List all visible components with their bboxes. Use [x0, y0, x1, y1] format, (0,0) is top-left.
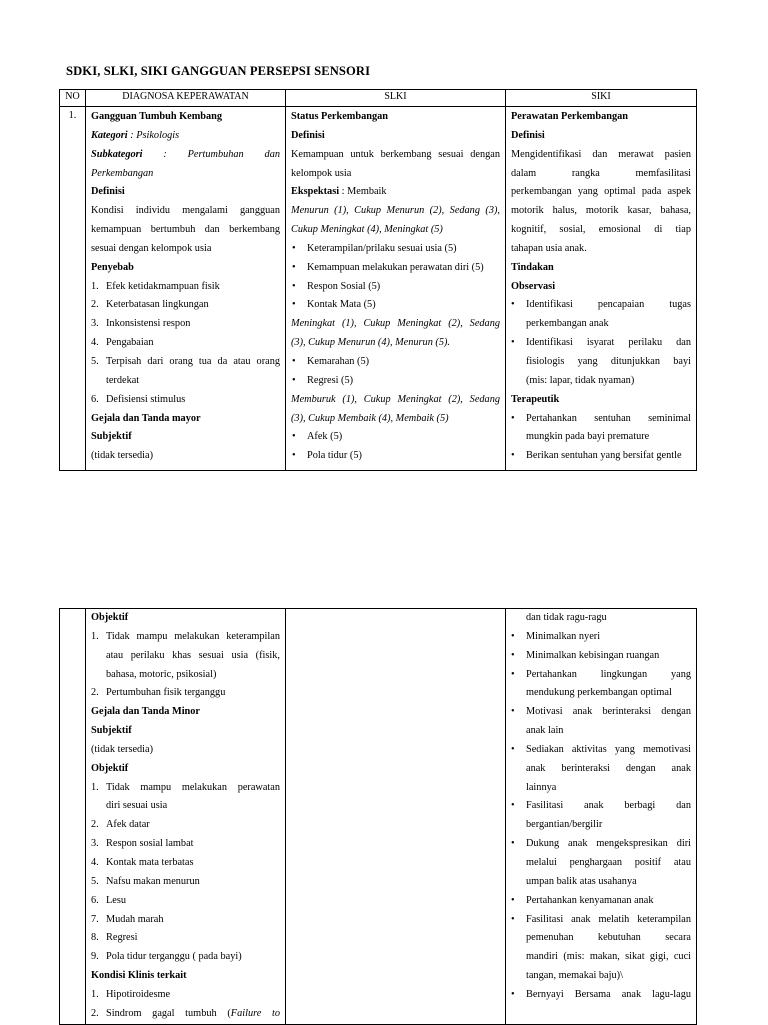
objective-heading: Objektif [91, 612, 129, 623]
list-item: 1. Tidak mampu melakukan keterampilan [91, 630, 280, 642]
bullet-icon: • [511, 800, 515, 812]
list-item: • Minimalkan kebisingan ruangan [511, 647, 691, 666]
bullet-icon: • [292, 450, 296, 462]
bullet-icon: • [292, 299, 296, 311]
bullet-icon: • [511, 894, 515, 906]
document-title: SDKI, SLKI, SIKI GANGGUAN PERSEPSI SENSORI [66, 64, 371, 78]
list-item: 3. Respon sosial lambat [91, 838, 194, 850]
siki-cell [506, 107, 697, 471]
intervention-name: Perawatan Perkembangan [511, 111, 628, 122]
list-item: 9. Pola tidur terganggu ( pada bayi) [91, 951, 242, 963]
definition-text: dalam rangka memfasilitasi [511, 167, 691, 179]
definition-text: Kondisi individu mengalami gangguan [91, 205, 280, 217]
list-item: • Keterampilan/prilaku sesuai usia (5) [291, 240, 500, 259]
list-item-cont: terdekat [106, 374, 140, 386]
list-item-cont: (mis: lapar, tidak nyaman) [526, 374, 635, 386]
minor-signs-heading: Gejala dan Tanda Minor [91, 706, 201, 718]
subcategory-line-cont: Perkembangan [91, 167, 154, 179]
diagnosa-cell [86, 107, 286, 471]
definition-text: Kemampuan untuk berkembang sesuai dengan [291, 148, 500, 160]
row-number-cell [60, 609, 86, 1025]
list-item-cont: tangan, memakai baju)\ [526, 970, 623, 982]
expectation-line: Ekspektasi : Membaik [291, 186, 387, 198]
definition-heading: Definisi [91, 186, 125, 198]
bullet-icon: • [511, 668, 515, 680]
subjective-heading: Subjektif [91, 725, 132, 737]
list-item-cont: anak lain [526, 725, 564, 737]
list-item: 5. Nafsu makan menurun [91, 875, 200, 887]
bullet-icon: • [511, 913, 515, 925]
list-item-cont: melalui penghargaan positif atau [526, 856, 691, 868]
header-diagnosa: DIAGNOSA KEPERAWATAN [86, 90, 286, 107]
bullet-icon: • [292, 261, 296, 273]
table-header-row [60, 90, 697, 107]
definition-text: kognitif, sosial, emosional di tiap [511, 224, 691, 236]
list-item: 4. Kontak mata terbatas [91, 856, 194, 868]
list-item: 6. Lesu [91, 894, 127, 906]
list-item: • Motivasi anak berinteraksi dengan [511, 703, 691, 722]
list-item: • Identifikasi isyarat perilaku dan [511, 334, 691, 353]
row-number-cell [60, 107, 86, 471]
siki-cell [506, 609, 697, 1025]
list-item-cont: mendukung perkembangan optimal [526, 687, 672, 699]
bullet-icon: • [511, 412, 515, 424]
list-item: 8. Regresi [91, 932, 138, 944]
list-item-cont: anak berinteraksi dengan anak [526, 762, 691, 774]
list-item-cont: umpan balik atas usahanya [526, 875, 637, 887]
list-item: 2. Sindrom gagal tumbuh (Failure to [91, 1007, 280, 1019]
scale-line: Meningkat (1), Cukup Meningkat (2), Sedang [291, 318, 500, 330]
bullet-icon: • [292, 242, 296, 254]
definition-text: motorik halus, motorik kasar, bahasa, [511, 205, 691, 217]
list-item: 1. Efek ketidakmampuan fisik [91, 280, 220, 292]
list-item: 2. Keterbatasan lingkungan [91, 299, 209, 311]
list-item: 2. Pertumbuhan fisik terganggu [91, 687, 226, 699]
definition-heading: Definisi [291, 129, 325, 141]
list-item: • Kemarahan (5) [291, 353, 500, 372]
list-item-cont: fisiologis yang ditunjukkan bayi [526, 355, 691, 367]
outcome-name: Status Perkembangan [291, 111, 388, 122]
cause-heading: Penyebab [91, 261, 134, 273]
header-siki: SIKI [506, 90, 697, 107]
subjective-heading: Subjektif [91, 431, 132, 443]
list-item: • Respon Sosial (5) [291, 278, 500, 297]
bullet-icon: • [292, 374, 296, 386]
list-item-cont: lainnya [526, 781, 557, 793]
list-item: 7. Mudah marah [91, 913, 164, 925]
bullet-icon: • [511, 630, 515, 642]
list-item: • Sediakan aktivitas yang memotivasi [511, 741, 691, 760]
bullet-icon: • [511, 838, 515, 850]
scale-line: (3), Cukup Membaik (4), Membaik (5) [291, 412, 449, 424]
definition-text: tahapan usia anak. [511, 242, 587, 254]
observation-heading: Observasi [511, 280, 556, 292]
therapeutic-heading: Terapeutik [511, 393, 560, 405]
major-signs-heading: Gejala dan Tanda mayor [91, 412, 201, 424]
table-row [60, 107, 697, 471]
list-item: • Minimalkan nyeri [511, 628, 691, 647]
definition-text: kelompok usia [291, 167, 352, 179]
list-item: 2. Afek datar [91, 819, 150, 831]
bullet-icon: • [292, 280, 296, 292]
bullet-icon: • [511, 450, 515, 462]
list-item: 4. Pengabaian [91, 337, 154, 349]
list-item: • Pertahankan lingkungan yang [511, 666, 691, 685]
list-item-cont: dan tidak ragu-ragu [526, 612, 607, 623]
row-number: 1. [68, 110, 77, 121]
diagnosa-cell [86, 609, 286, 1025]
subcategory-line: Subkategori : Pertumbuhan dan [91, 148, 280, 160]
list-item: 5. Terpisah dari orang tua da atau orang [91, 355, 280, 367]
list-item: • Pertahankan sentuhan seminimal [511, 410, 691, 429]
definition-text: kemampuan bertumbuh dan berkembang [91, 224, 280, 236]
bullet-icon: • [511, 706, 515, 718]
list-item: • Identifikasi pencapaian tugas [511, 296, 691, 315]
list-item: • Kemampuan melakukan perawatan diri (5) [291, 259, 500, 278]
list-item: • Bernyayi Bersama anak lagu-lagu [511, 986, 691, 1005]
bullet-icon: • [511, 299, 515, 311]
definition-text: perkembangan yang optimal pada aspek [511, 186, 691, 198]
list-item: • Dukung anak mengekspresikan diri [511, 835, 691, 854]
bullet-icon: • [292, 431, 296, 443]
header-no: NO [60, 90, 86, 107]
bullet-icon: • [511, 743, 515, 755]
bullet-icon: • [292, 355, 296, 367]
definition-text: sesuai dengan kelompok usia [91, 242, 212, 254]
scale-line: (3), Cukup Menurun (4), Menurun (5). [291, 337, 450, 349]
bullet-icon: • [511, 649, 515, 661]
objective-heading: Objektif [91, 762, 129, 774]
list-item-cont: perkembangan anak [526, 318, 609, 330]
list-item-cont: mandiri (mis: makan, sikat gigi, cuci [526, 951, 691, 963]
action-heading: Tindakan [511, 261, 554, 273]
not-available-text: (tidak tersedia) [91, 450, 154, 462]
header-slki: SLKI [286, 90, 506, 107]
list-item: • Fasilitasi anak melatih keterampilan [511, 911, 691, 930]
not-available-text: (tidak tersedia) [91, 743, 154, 755]
list-item: • Pertahankan kenyamanan anak [511, 892, 691, 911]
bullet-icon: • [511, 988, 515, 1000]
list-item: • Berikan sentuhan yang bersifat gentle [511, 447, 691, 466]
scale-line: Memburuk (1), Cukup Meningkat (2), Sedang [291, 393, 500, 405]
slki-cell [286, 107, 506, 471]
diagnosis-name: Gangguan Tumbuh Kembang [91, 111, 223, 122]
scale-line: Cukup Meningkat (4), Meningkat (5) [291, 224, 443, 236]
definition-text: Mengidentifikasi dan merawat pasien [511, 148, 691, 160]
list-item: 1. Tidak mampu melakukan perawatan [91, 781, 280, 793]
list-item-cont: mungkin pada bayi premature [526, 431, 650, 443]
list-item: • Regresi (5) [291, 372, 500, 391]
scale-line: Menurun (1), Cukup Menurun (2), Sedang (3), [291, 205, 500, 217]
list-item-cont: diri sesuai usia [106, 800, 168, 812]
list-item: • Fasilitasi anak berbagi dan [511, 797, 691, 816]
bullet-icon: • [511, 337, 515, 349]
list-item: 3. Inkonsistensi respon [91, 318, 191, 330]
list-item-cont: bergantian/bergilir [526, 819, 603, 831]
nursing-care-table-page-2 [59, 608, 697, 1025]
definition-heading: Definisi [511, 129, 545, 141]
list-item: 6. Defisiensi stimulus [91, 393, 186, 405]
table-row [60, 609, 697, 1025]
list-item-cont: bahasa, motoric, psikosial) [106, 668, 217, 680]
list-item: 1. Hipotiroidesme [91, 988, 171, 1000]
slki-cell [286, 609, 506, 1025]
clinical-conditions-heading: Kondisi Klinis terkait [91, 970, 187, 982]
list-item: • Kontak Mata (5) [291, 296, 500, 315]
nursing-care-table-page-1 [59, 89, 697, 471]
list-item-cont: pemenuhan kebutuhan secara [526, 932, 691, 944]
list-item-cont: atau perilaku khas sesuai usia (fisik, [106, 649, 280, 661]
list-item: • Pola tidur (5) [291, 447, 500, 466]
category-line: Kategori : Psikologis [91, 129, 180, 141]
list-item: • Afek (5) [291, 428, 500, 447]
